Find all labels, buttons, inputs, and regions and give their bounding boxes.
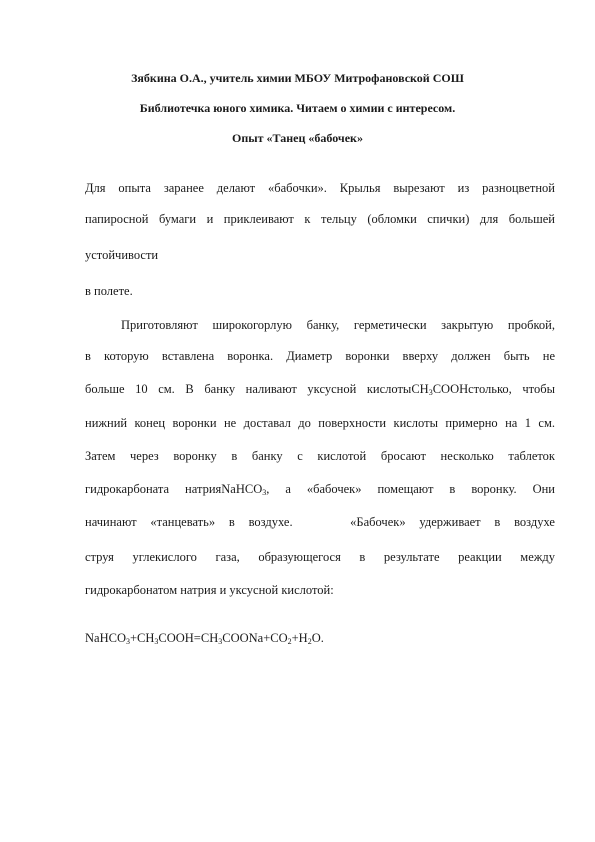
equation-sub-1: 3 [125,637,130,646]
author-line: Зябкина О.А., учитель химии МБОУ Митрофановской СОШ [131,71,464,85]
paragraph2-line6-text-a: гидрокарбоната натрияNaHCO [85,482,263,496]
paragraph2-line3-subscript: 3 [428,388,433,397]
paragraph1-line4: в полете. [85,284,133,298]
series-title: Библиотечка юного химика. Читаем о химии с интересом. [139,101,456,115]
equation-part-1: NaHCO [85,631,126,645]
paragraph2-line7 [85,515,555,530]
paragraph2-line9: гидрокарбонатом натрия и уксусной кислотой: [85,583,334,597]
reaction-equation [85,631,555,646]
paragraph2-line6 [85,482,555,497]
equation-part-3: COOH=CH [158,631,219,645]
paragraph1-line2: папиросной бумаги и приклеивают к тельцу (обломки спички) для большей [85,212,555,226]
equation-sub-4: 2 [287,637,292,646]
equation-part-5: +H [291,631,308,645]
paragraph2-line8: струя углекислого газа, образующегося в результате реакции между [85,550,555,564]
equation-part-2: +CH [129,631,155,645]
equation-part-6: O. [311,631,324,645]
experiment-title: Опыт «Танец «бабочек» [232,131,363,145]
paragraph1-line1: Для опыта заранее делают «бабочки». Крылья вырезают из разноцветной [85,181,555,195]
paragraph2-line1: Приготовляют широкогорлую банку, герметически закрытую пробкой, [121,318,555,332]
equation-sub-2: 3 [154,637,159,646]
paragraph2-line3 [85,382,555,397]
equation-sub-3: 3 [218,637,223,646]
paragraph2-line7-text-a: начинают «танцевать» в воздухе. [85,515,293,529]
paragraph1-line3: устойчивости [85,248,159,262]
paragraph2-line3-text-a: больше 10 см. В банку наливают уксусной кислотыCH [85,382,429,396]
paragraph2-line7-text-b: «Бабочек» удерживает в воздухе [350,515,555,529]
paragraph2-line5: Затем через воронку в банку с кислотой бросают несколько таблеток [85,449,555,463]
paragraph2-line6-subscript: 3 [262,488,267,497]
paragraph2-line2: в которую вставлена воронка. Диаметр воронки вверху должен быть не [85,349,555,363]
paragraph2-line4: нижний конец воронки не доставал до поверхности кислоты примерно на 1 см. [85,416,555,430]
equation-sub-5: 2 [307,637,312,646]
paragraph2-line6-text-b: , а «бабочек» помещают в воронку. Они [266,482,555,496]
paragraph2-line3-text-b: COOHстолько, чтобы [432,382,555,396]
equation-part-4: COONa+CO [222,631,288,645]
